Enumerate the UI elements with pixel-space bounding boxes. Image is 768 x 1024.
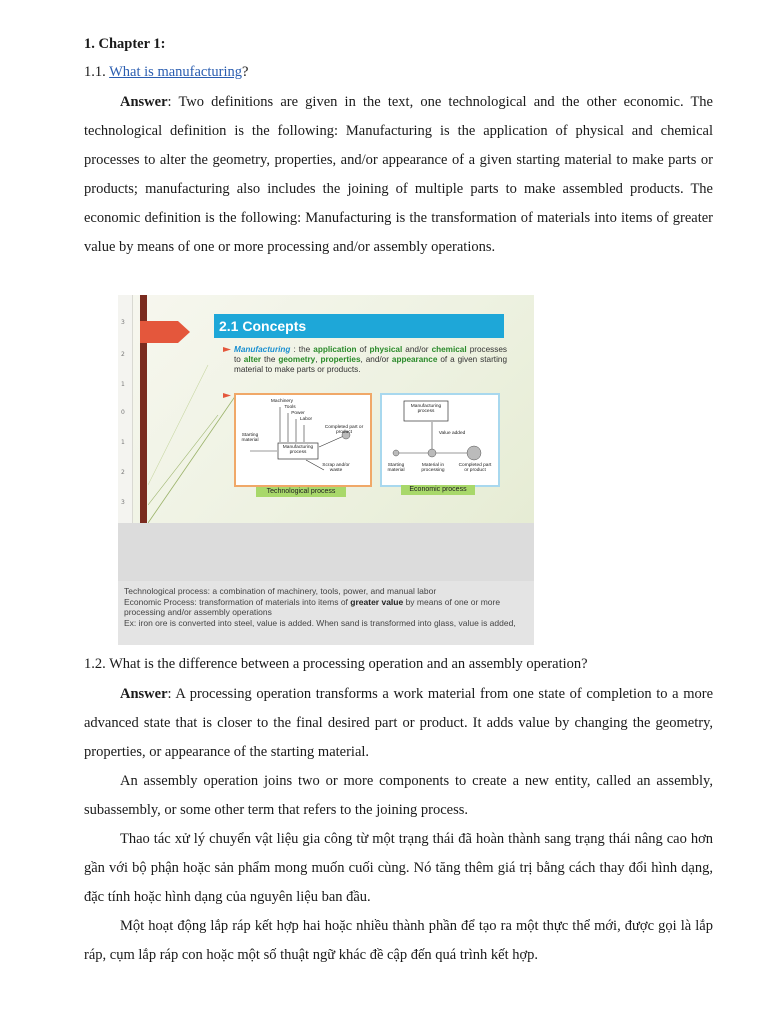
vertical-ruler bbox=[118, 295, 133, 523]
diagram2-label: Value added bbox=[438, 431, 466, 436]
bullet-arrow-icon bbox=[223, 347, 231, 352]
diagram1-label: Power bbox=[291, 411, 305, 416]
ruler-mark: 0 bbox=[121, 409, 125, 416]
slide-canvas bbox=[118, 295, 534, 523]
slide-definition bbox=[234, 345, 507, 376]
def-keyword: properties bbox=[320, 355, 361, 365]
diagram2-label: Material in processing bbox=[421, 463, 445, 474]
slide-arrow-icon bbox=[140, 321, 190, 343]
vietnamese-paragraph-1: Thao tác xử lý chuyển vật liệu gia công từ một trạng thái đã hoàn thành sang trạng thái nâng cao hơn gần với bộ phận hoặc sản phẩm mong muốn cuối cùng. Nó tăng thêm giá trị bằng cách thay đổi hình dạng, đặc tính hoặc hình dạng của nguyên liệu ban đầu. bbox=[84, 831, 713, 905]
economic-process-diagram bbox=[380, 393, 500, 487]
bullet-arrow-icon bbox=[223, 393, 231, 398]
chapter-heading: 1. Chapter 1: bbox=[84, 36, 166, 52]
question-1 bbox=[84, 64, 248, 81]
def-term: Manufacturing bbox=[234, 345, 291, 354]
def-keyword: chemical bbox=[431, 345, 467, 354]
def-keyword: application bbox=[313, 345, 357, 354]
def-text: and/or bbox=[402, 345, 432, 354]
ruler-mark: 2 bbox=[121, 351, 125, 358]
notes-line bbox=[124, 597, 529, 618]
def-text: , and/or bbox=[360, 355, 392, 365]
def-text: of a given starting material to make parts or products. bbox=[234, 355, 507, 375]
notes-line-part: Economic Process: transformation of materials into items of bbox=[124, 596, 351, 607]
notes-line-part: by means of one or more processing and/or assembly operations bbox=[124, 596, 501, 617]
diagram1-label: Labor bbox=[299, 417, 313, 422]
diagram2-label: Completed part or product bbox=[458, 463, 492, 474]
slide-title: 2.1 Concepts bbox=[214, 314, 504, 338]
slide-image bbox=[118, 295, 534, 645]
answer-1-text: : Two definitions are given in the text, one technological and the other economic. The technological definition is the following: Manufacturing is the application of physical and chemical processes to alter the geometry, properties, and/or appearance of a given starting material to make parts or products; manufacturing also includes the joining of multiple parts to make assembled products. The economic definition is the following: Manufacturing is the transformation of materials into items of greater value by means of one or more processing and/or assembly operations. bbox=[84, 94, 713, 255]
ruler-mark: 1 bbox=[121, 381, 125, 388]
def-text: of bbox=[356, 345, 370, 354]
def-text: processes to bbox=[234, 345, 508, 365]
slide-notes-text bbox=[124, 586, 529, 628]
diagram1-label: Tools bbox=[284, 405, 296, 410]
answer-1-paragraph bbox=[84, 88, 713, 262]
diagram1-label: Completed part or product bbox=[324, 425, 364, 436]
diagram2-label: Starting material bbox=[387, 463, 405, 474]
slide-notes-pane bbox=[118, 523, 534, 645]
technological-process-diagram bbox=[234, 393, 372, 487]
assembly-paragraph: An assembly operation joins two or more components to create a new entity, called an assembly, subassembly, or some other term that refers to the joining process. bbox=[84, 773, 713, 818]
def-keyword: alter bbox=[243, 355, 262, 365]
question-1-suffix: ? bbox=[242, 64, 249, 80]
diagram1-label: Scrap and/or waste bbox=[322, 463, 350, 474]
answer-2-text: : A processing operation transforms a work material from one state of completion to a more advanced state that is closer to the final desired part or product. It adds value by changing the geometry, properties, or appearance of the starting material. bbox=[84, 686, 713, 760]
diagram1-label: Starting material bbox=[241, 433, 259, 444]
manufacturing-link[interactable]: What is manufacturing bbox=[109, 64, 242, 80]
question-2: 1.2. What is the difference between a processing operation and an assembly operation? bbox=[84, 656, 588, 672]
vietnamese-paragraph-2: Một hoạt động lắp ráp kết hợp hai hoặc nhiều thành phần để tạo ra một thực thể mới, được gọi là lắp ráp, cụm lắp ráp con hoặc một số thuật ngữ khác đề cập đến quá trình kết hợp. bbox=[84, 918, 713, 963]
def-text: : the bbox=[290, 345, 314, 354]
notes-header-area bbox=[118, 523, 534, 581]
notes-line-bold: greater value bbox=[350, 596, 404, 607]
notes-line: Ex: iron ore is converted into steel, value is added. When sand is transformed into glass, value is added, bbox=[124, 617, 516, 628]
def-keyword: appearance bbox=[391, 355, 438, 365]
def-text: the bbox=[261, 355, 279, 365]
diagram2-label: Manufacturing process bbox=[410, 404, 442, 415]
answer-label: Answer bbox=[120, 94, 168, 110]
slide-decor-lines bbox=[148, 355, 238, 523]
diagram1-label: Machinery bbox=[270, 399, 294, 404]
ruler-mark: 1 bbox=[121, 439, 125, 446]
ruler-mark: 2 bbox=[121, 469, 125, 476]
notes-line: Technological process: a combination of machinery, tools, power, and manual labor bbox=[124, 586, 437, 596]
def-keyword: physical bbox=[369, 345, 403, 354]
answer-2-paragraph bbox=[84, 680, 713, 767]
answer-label: Answer bbox=[120, 686, 168, 702]
diagram1-label: Manufacturing process bbox=[282, 445, 314, 456]
ruler-mark: 3 bbox=[121, 499, 125, 506]
economic-process-caption: Economic process bbox=[401, 485, 475, 495]
technological-process-caption: Technological process bbox=[256, 487, 346, 497]
def-keyword: geometry bbox=[278, 355, 316, 365]
def-text: , bbox=[315, 355, 321, 365]
question-1-number: 1.1. bbox=[84, 64, 106, 80]
ruler-mark: 3 bbox=[121, 319, 125, 326]
